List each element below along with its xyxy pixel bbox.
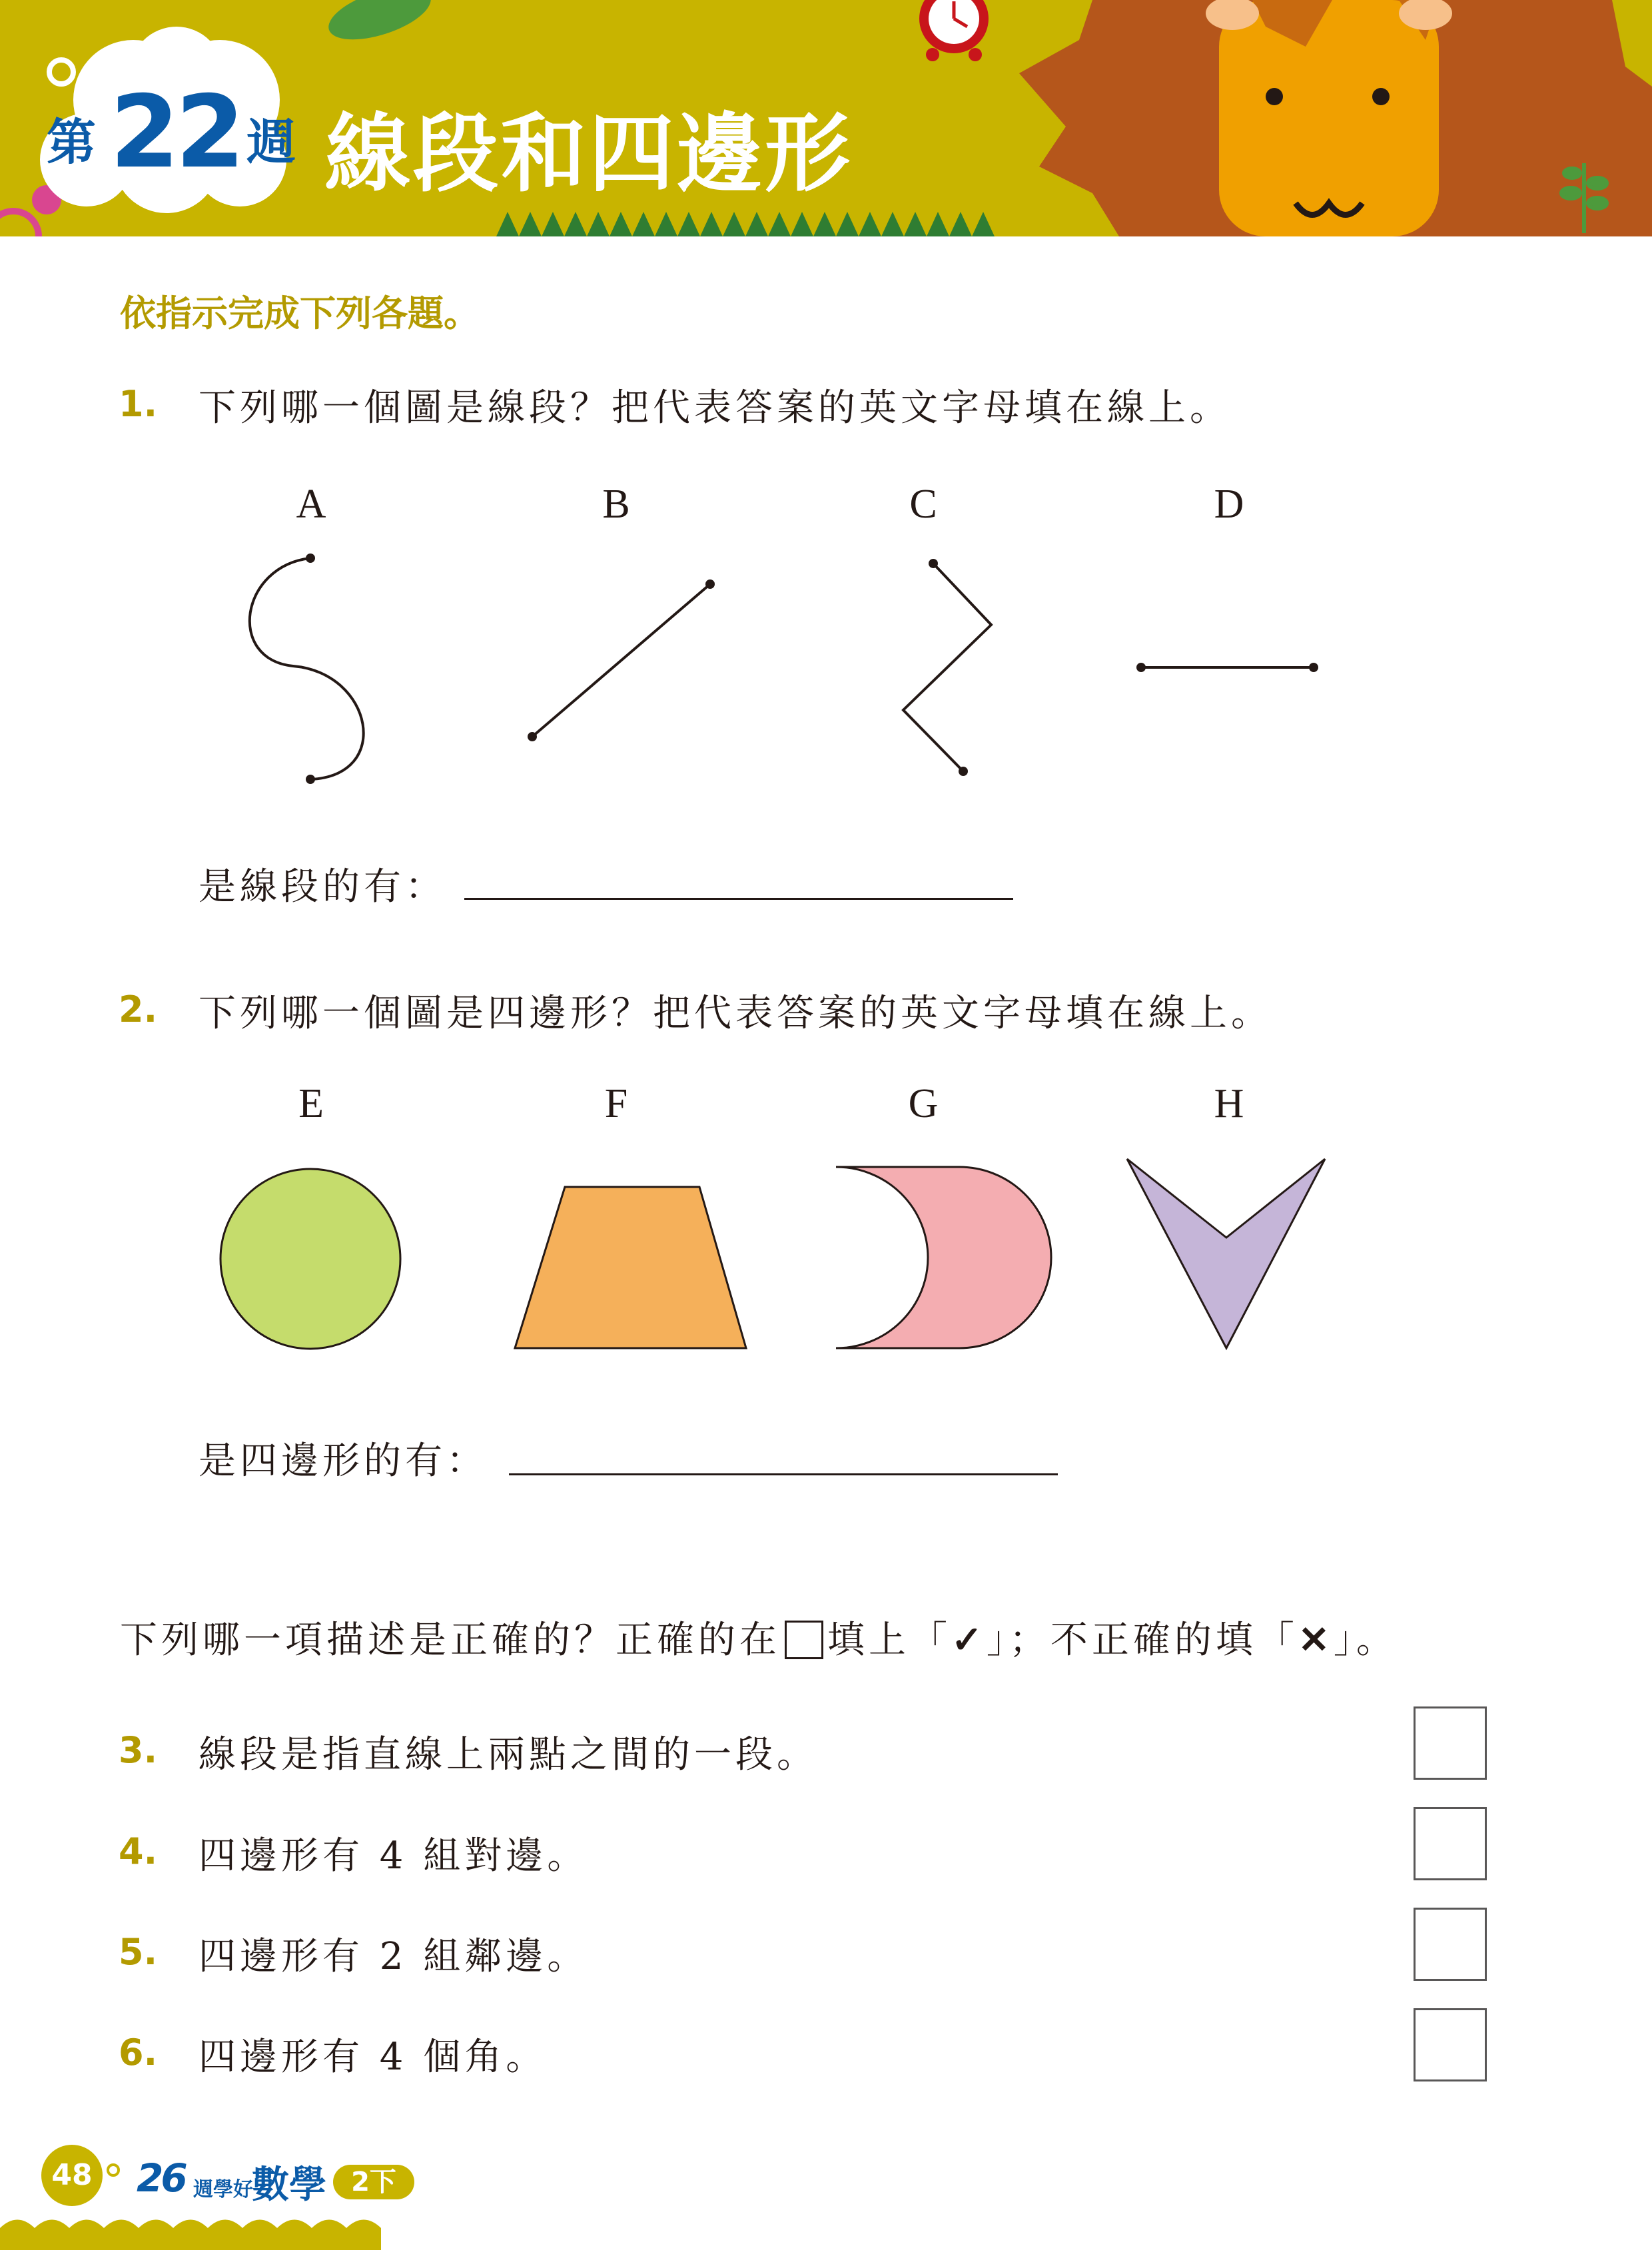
figure-label-e: E bbox=[298, 1081, 324, 1126]
judge-instruction-part-3: 」；不正確的填「 bbox=[986, 1619, 1298, 1662]
q6-text: 四邊形有 4 個角。 bbox=[199, 2036, 548, 2079]
q5-number: 5. bbox=[119, 1931, 158, 1973]
page-number: 48 bbox=[51, 2158, 93, 2192]
q2-text: 下列哪一個圖是四邊形？把代表答案的英文字母填在線上。 bbox=[199, 992, 1272, 1035]
q5-text: 四邊形有 2 組鄰邊。 bbox=[199, 1935, 589, 1978]
q4-text: 四邊形有 4 組對邊。 bbox=[199, 1834, 589, 1878]
figure-label-g: G bbox=[908, 1081, 939, 1126]
week-prefix: 第 bbox=[47, 114, 96, 171]
footer-dot-icon bbox=[108, 2165, 119, 2175]
brand-number: 26 bbox=[137, 2155, 185, 2201]
q6-number: 6. bbox=[119, 2032, 158, 2073]
check-mark-icon: ✓ bbox=[951, 1618, 987, 1662]
figure-label-a: A bbox=[296, 482, 326, 527]
q2-answer-label: 是四邊形的有： bbox=[199, 1439, 488, 1483]
q1-text: 下列哪一個圖是線段？把代表答案的英文字母填在線上。 bbox=[199, 386, 1231, 430]
cross-mark-icon: ✕ bbox=[1298, 1618, 1334, 1662]
q3-text: 線段是指直線上兩點之間的一段。 bbox=[199, 1733, 818, 1776]
grade-badge: 2下 bbox=[333, 2165, 414, 2199]
judge-instruction-part-2: 填上「 bbox=[827, 1619, 951, 1662]
week-number: 22 bbox=[110, 75, 241, 190]
figure-label-h: H bbox=[1214, 1081, 1244, 1126]
judge-instruction-part-4: 」。 bbox=[1333, 1619, 1398, 1662]
q4-number: 4. bbox=[119, 1830, 158, 1872]
figure-label-b: B bbox=[602, 482, 630, 527]
judge-instruction-part-1: 下列哪一項描述是正確的？正確的在 bbox=[120, 1619, 781, 1662]
figure-label-d: D bbox=[1214, 482, 1244, 527]
section-instruction: 依指示完成下列各題。 bbox=[120, 292, 480, 334]
footer-wave bbox=[0, 2220, 381, 2250]
figure-label-c: C bbox=[909, 482, 937, 527]
figure-label-f: F bbox=[604, 1081, 628, 1126]
week-suffix: 週 bbox=[246, 114, 296, 171]
page-title: 線段和四邊形 bbox=[325, 105, 853, 204]
q3-number: 3. bbox=[119, 1729, 158, 1771]
brand-subject: 數學 bbox=[252, 2163, 326, 2207]
brand-tagline: 週學好 bbox=[193, 2178, 253, 2201]
q2-number: 2. bbox=[119, 988, 158, 1030]
q1-answer-label: 是線段的有： bbox=[199, 865, 446, 909]
q1-number: 1. bbox=[119, 383, 158, 425]
